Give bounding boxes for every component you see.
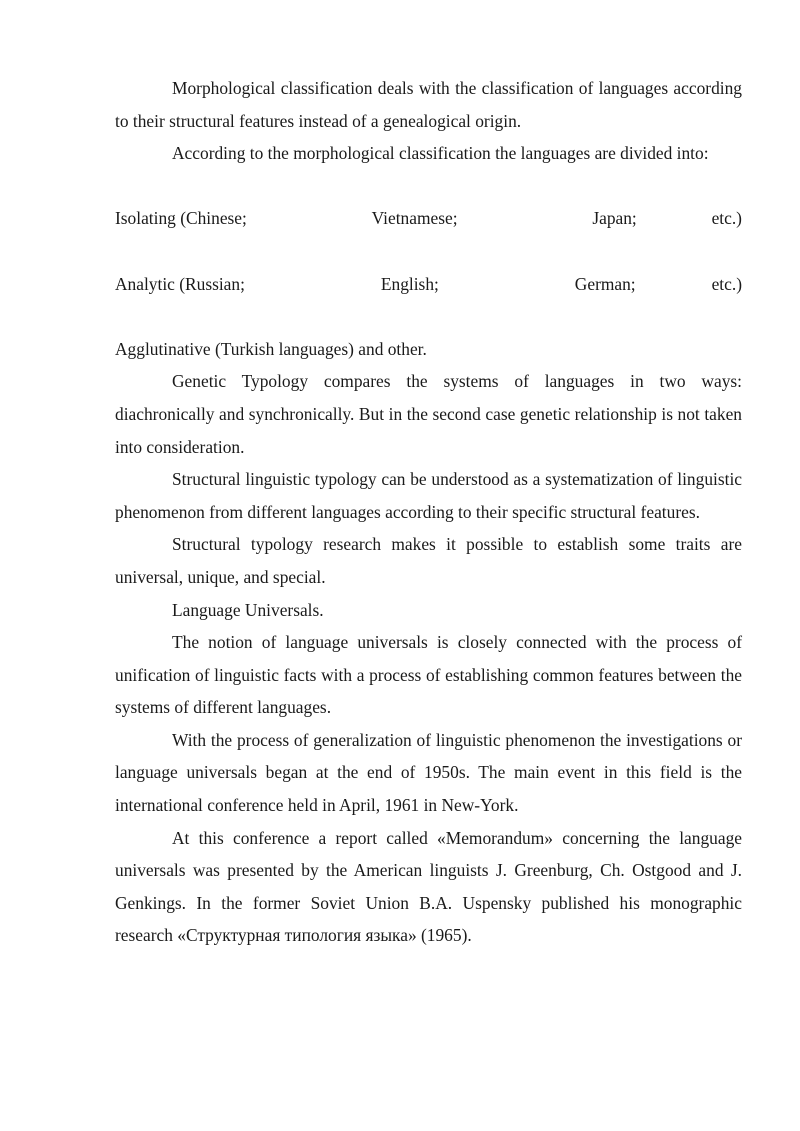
paragraph-memorandum: At this conference a report called «Memorandum» concerning the language universals was presented by the American linguists J. Greenburg, Ch. Ostgood and J. Genkings. In the former Soviet Union B.A. Uspensky published his monographic research «Структурная типология языка» (1965). (115, 827, 742, 946)
analytic-item-1: Analytic (Russian; (115, 273, 245, 294)
spacer (115, 235, 742, 268)
analytic-item-2: English; (380, 273, 439, 294)
section-heading-language-universals: Language Universals. (172, 599, 324, 620)
spacer (115, 170, 742, 203)
isolating-item-2: Vietnamese; (371, 208, 458, 229)
paragraph-genetic-typology: Genetic Typology compares the systems of languages in two ways: diachronically and synchronically. But in the second case genetic relationship is not taken into consideration. (115, 371, 742, 457)
paragraph-structural-linguistic-typology: Structural linguistic typology can be understood as a systematization of linguistic phenomenon from different languages according to their specific structural features. (115, 469, 742, 522)
isolating-item-1: Isolating (Chinese; (115, 208, 247, 229)
paragraph-agglutinative: Agglutinative (Turkish languages) and other. (115, 338, 427, 359)
paragraph-divided-into: According to the morphological classification the languages are divided into: (172, 143, 709, 164)
analytic-item-4: etc.) (711, 273, 742, 294)
paragraph-morphological-classification: Morphological classification deals with the classification of languages according to their structural features instead of a genealogical origin. (115, 78, 742, 131)
isolating-item-3: Japan; (592, 208, 637, 229)
analytic-languages-row (115, 268, 742, 301)
isolating-item-4: etc.) (711, 208, 742, 229)
analytic-item-3: German; (574, 273, 636, 294)
isolating-languages-row (115, 202, 742, 235)
paragraph-notion-of-universals: The notion of language universals is closely connected with the process of unification of linguistic facts with a process of establishing common features between the systems of different languages. (115, 632, 742, 718)
paragraph-generalization: With the process of generalization of linguistic phenomenon the investigations or language universals began at the end of 1950s. The main event in this field is the international conference held in April, 1961 in New-York. (115, 729, 742, 816)
paragraph-structural-typology-research: Structural typology research makes it possible to establish some traits are universal, unique, and special. (115, 534, 742, 587)
spacer (115, 300, 742, 333)
document-page (115, 72, 742, 952)
